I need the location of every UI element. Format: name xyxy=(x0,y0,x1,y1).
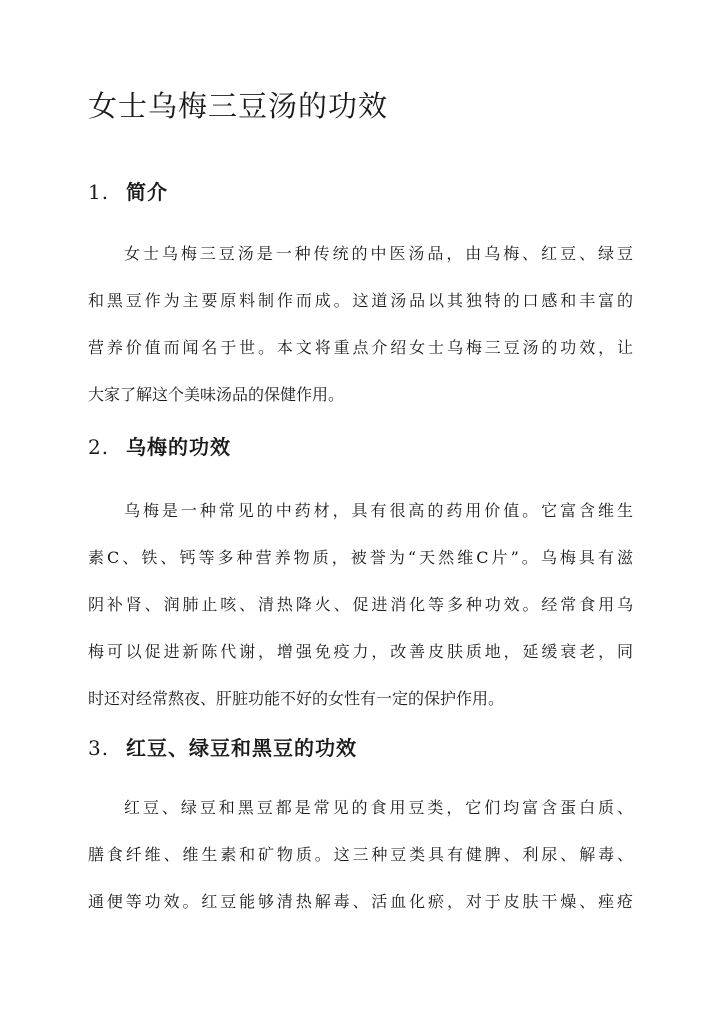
paragraph-line: 营养价值而闻名于世。本文将重点介绍女士乌梅三豆汤的功效，让 xyxy=(88,338,633,357)
paragraph-line: 大家了解这个美味汤品的保健作用。 xyxy=(88,385,345,404)
section-paragraph xyxy=(88,784,633,925)
section-title: 简介 xyxy=(126,180,168,204)
section-number: 3. xyxy=(88,736,110,760)
paragraph-line: 时还对经常熬夜、肝脏功能不好的女性有一定的保护作用。 xyxy=(88,689,505,708)
section-number: 1. xyxy=(88,180,110,204)
paragraph-line: 和黑豆作为主要原料制作而成。这道汤品以其独特的口感和丰富的 xyxy=(88,291,633,310)
paragraph-line: 梅可以促进新陈代谢，增强免疫力，改善皮肤质地，延缓衰老，同 xyxy=(88,642,633,661)
paragraph-line: 红豆、绿豆和黑豆都是常见的食用豆类，它们均富含蛋白质、 xyxy=(124,798,633,817)
paragraph-line: 乌梅是一种常见的中药材，具有很高的药用价值。它富含维生 xyxy=(124,501,633,520)
paragraph-line: 女士乌梅三豆汤是一种传统的中医汤品，由乌梅、红豆、绿豆 xyxy=(124,244,633,263)
section-heading xyxy=(88,176,168,205)
section-title: 乌梅的功效 xyxy=(126,435,231,459)
section-title: 红豆、绿豆和黑豆的功效 xyxy=(126,736,357,760)
document-title: 女士乌梅三豆汤的功效 xyxy=(88,89,389,123)
paragraph-line: 通便等功效。红豆能够清热解毒、活血化瘀，对于皮肤干燥、痤疮 xyxy=(88,892,633,911)
paragraph-line: 膳食纤维、维生素和矿物质。这三种豆类具有健脾、利尿、解毒、 xyxy=(88,845,633,864)
section-heading xyxy=(88,431,231,460)
section-paragraph xyxy=(88,487,633,722)
section-paragraph xyxy=(88,230,633,418)
paragraph-line: 素C、铁、钙等多种营养物质，被誉为“天然维C片”。乌梅具有滋 xyxy=(88,548,633,567)
section-heading xyxy=(88,732,357,761)
paragraph-line: 阴补肾、润肺止咳、清热降火、促进消化等多种功效。经常食用乌 xyxy=(88,595,633,614)
section-number: 2. xyxy=(88,435,110,459)
